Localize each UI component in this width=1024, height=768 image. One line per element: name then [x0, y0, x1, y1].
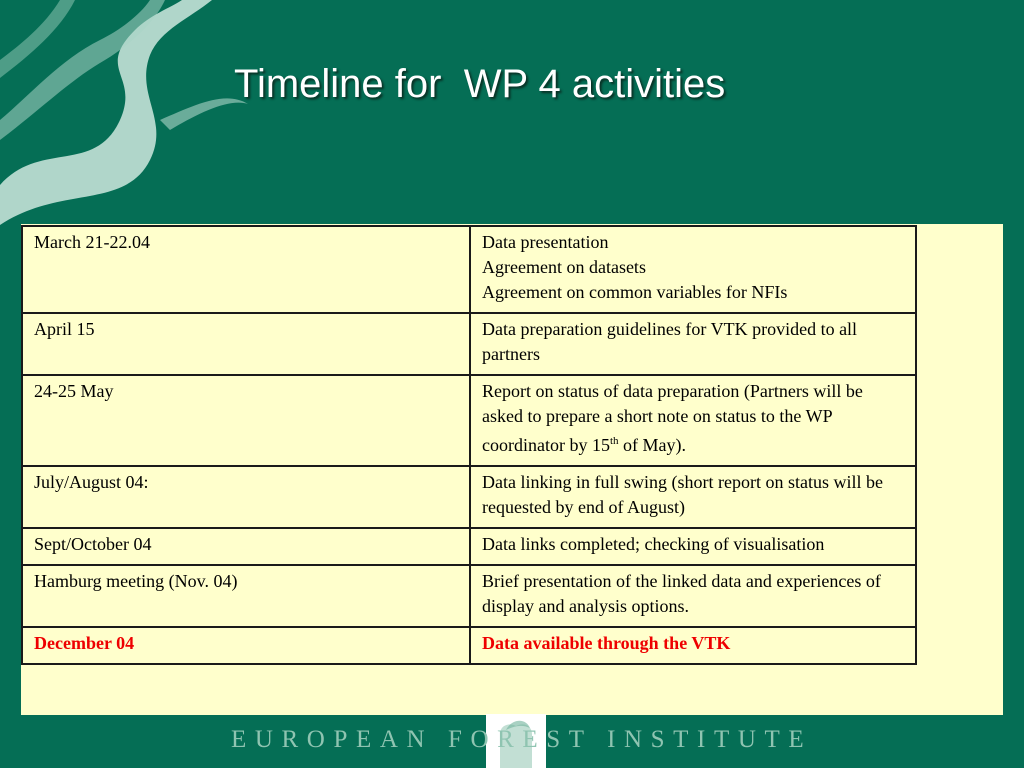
activity-cell: Data preparation guidelines for VTK provided to all partners	[470, 313, 916, 375]
table-row	[22, 528, 916, 565]
slide-title: Timeline for WP 4 activities	[234, 62, 726, 106]
date-cell: April 15	[22, 313, 470, 375]
activity-cell: Data linking in full swing (short report on status will be requested by end of August)	[470, 466, 916, 528]
activity-text: Report on status of data preparation (Partners will be asked to prepare a short note on status to the WP coordinator by 15	[482, 381, 863, 455]
activity-line: Agreement on datasets	[482, 257, 646, 277]
ordinal-superscript: th	[609, 435, 619, 447]
activity-cell: Data available through the VTK	[470, 627, 916, 664]
activity-cell	[470, 375, 916, 466]
activity-line: Agreement on common variables for NFIs	[482, 282, 788, 302]
table-row	[22, 565, 916, 627]
activity-cell: Brief presentation of the linked data and experiences of display and analysis options.	[470, 565, 916, 627]
table-row	[22, 313, 916, 375]
date-cell: March 21-22.04	[22, 226, 470, 313]
activity-line: Data presentation	[482, 232, 609, 252]
wave-decoration	[0, 0, 260, 230]
timeline-table	[21, 225, 917, 665]
table-row-highlighted	[22, 627, 916, 664]
footer-organization: EUROPEAN FOREST INSTITUTE	[231, 726, 813, 753]
table-row	[22, 226, 916, 313]
date-cell: 24-25 May	[22, 375, 470, 466]
date-cell: July/August 04:	[22, 466, 470, 528]
table-row	[22, 375, 916, 466]
activity-text-end: of May).	[618, 435, 687, 455]
table-row	[22, 466, 916, 528]
date-cell: Sept/October 04	[22, 528, 470, 565]
activity-cell: Data links completed; checking of visualisation	[470, 528, 916, 565]
date-cell: December 04	[22, 627, 470, 664]
date-cell: Hamburg meeting (Nov. 04)	[22, 565, 470, 627]
activity-cell	[470, 226, 916, 313]
